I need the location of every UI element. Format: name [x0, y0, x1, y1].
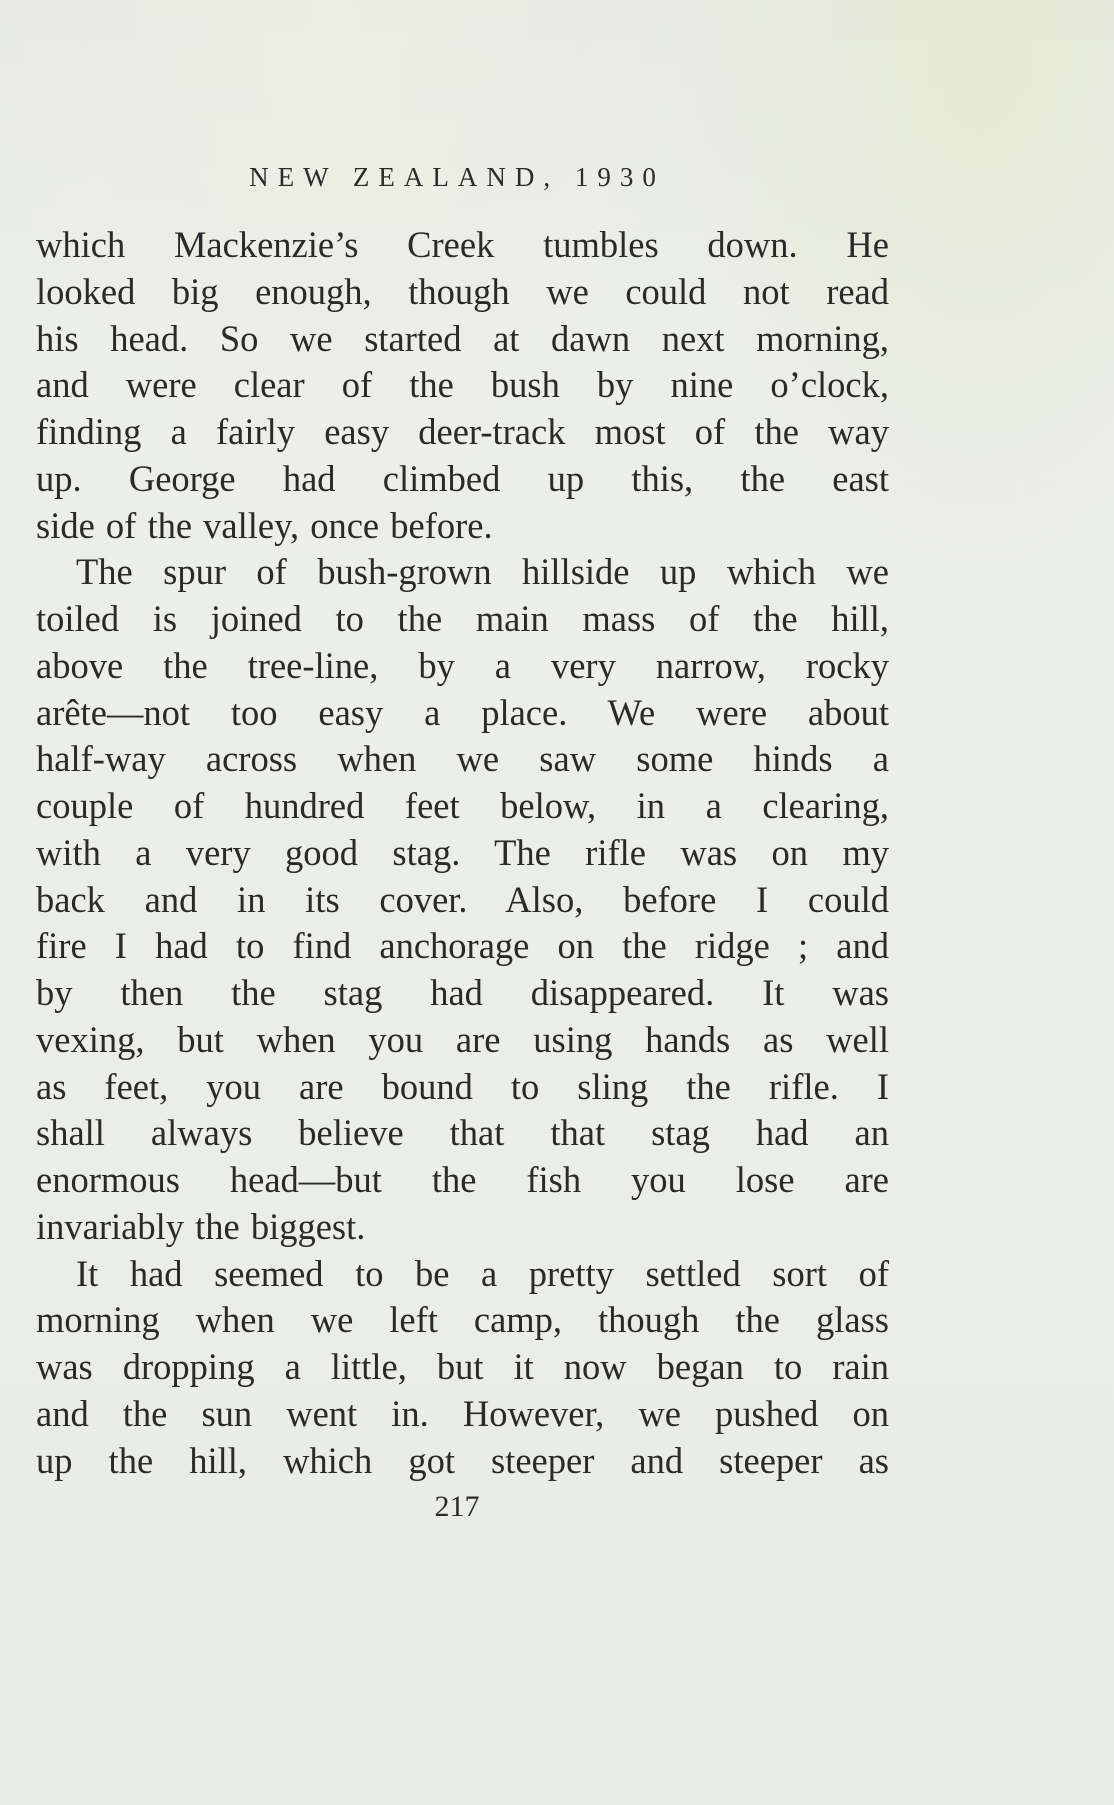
body-text — [36, 222, 889, 1484]
text-line: vexing, but when you are using hands as well — [36, 1018, 889, 1060]
text-line: above the tree-line, by a very narrow, rocky — [36, 644, 889, 686]
running-header: NEW ZEALAND, 1930 — [249, 162, 665, 192]
page-number: 217 — [434, 1490, 480, 1523]
text-line: The spur of bush-grown hillside up which we — [76, 551, 889, 593]
text-line: his head. So we started at dawn next morning, — [36, 317, 889, 359]
text-line: morning when we left camp, though the glass — [36, 1299, 889, 1341]
text-line: enormous head—but the fish you lose are — [36, 1159, 889, 1200]
text-line: up. George had climbed up this, the east — [36, 457, 889, 499]
text-line: with a very good stag. The rifle was on my — [36, 831, 889, 873]
text-line: side of the valley, once before. — [36, 504, 493, 546]
text-line: half-way across when we saw some hinds a — [36, 738, 889, 780]
text-line: fire I had to find anchorage on the ridge ; and — [36, 925, 889, 967]
text-line: looked big enough, though we could not read — [36, 270, 889, 312]
text-line: and the sun went in. However, we pushed on — [36, 1392, 889, 1434]
text-line: which Mackenzie’s Creek tumbles down. He — [36, 224, 889, 265]
paragraph-1 — [36, 222, 889, 549]
paragraph-2 — [36, 549, 889, 1250]
text-line: invariably the biggest. — [36, 1205, 366, 1247]
text-line: shall always believe that that stag had an — [36, 1112, 889, 1154]
text-line: It had seemed to be a pretty settled sort of — [76, 1252, 889, 1294]
text-line: arête—not too easy a place. We were about — [36, 691, 889, 733]
text-line: was dropping a little, but it now began to rain — [36, 1346, 889, 1387]
text-line: up the hill, which got steeper and steeper as — [36, 1439, 889, 1481]
paragraph-3 — [36, 1251, 889, 1485]
text-line: by then the stag had disappeared. It was — [36, 972, 889, 1013]
text-line: toiled is joined to the main mass of the hill, — [36, 598, 889, 639]
text-line: as feet, you are bound to sling the rifle. I — [36, 1065, 889, 1107]
text-line: couple of hundred feet below, in a clearing, — [36, 785, 889, 826]
text-line: back and in its cover. Also, before I could — [36, 878, 889, 920]
text-line: and were clear of the bush by nine o’clock, — [36, 364, 889, 406]
text-line: finding a fairly easy deer-track most of the way — [36, 411, 889, 452]
